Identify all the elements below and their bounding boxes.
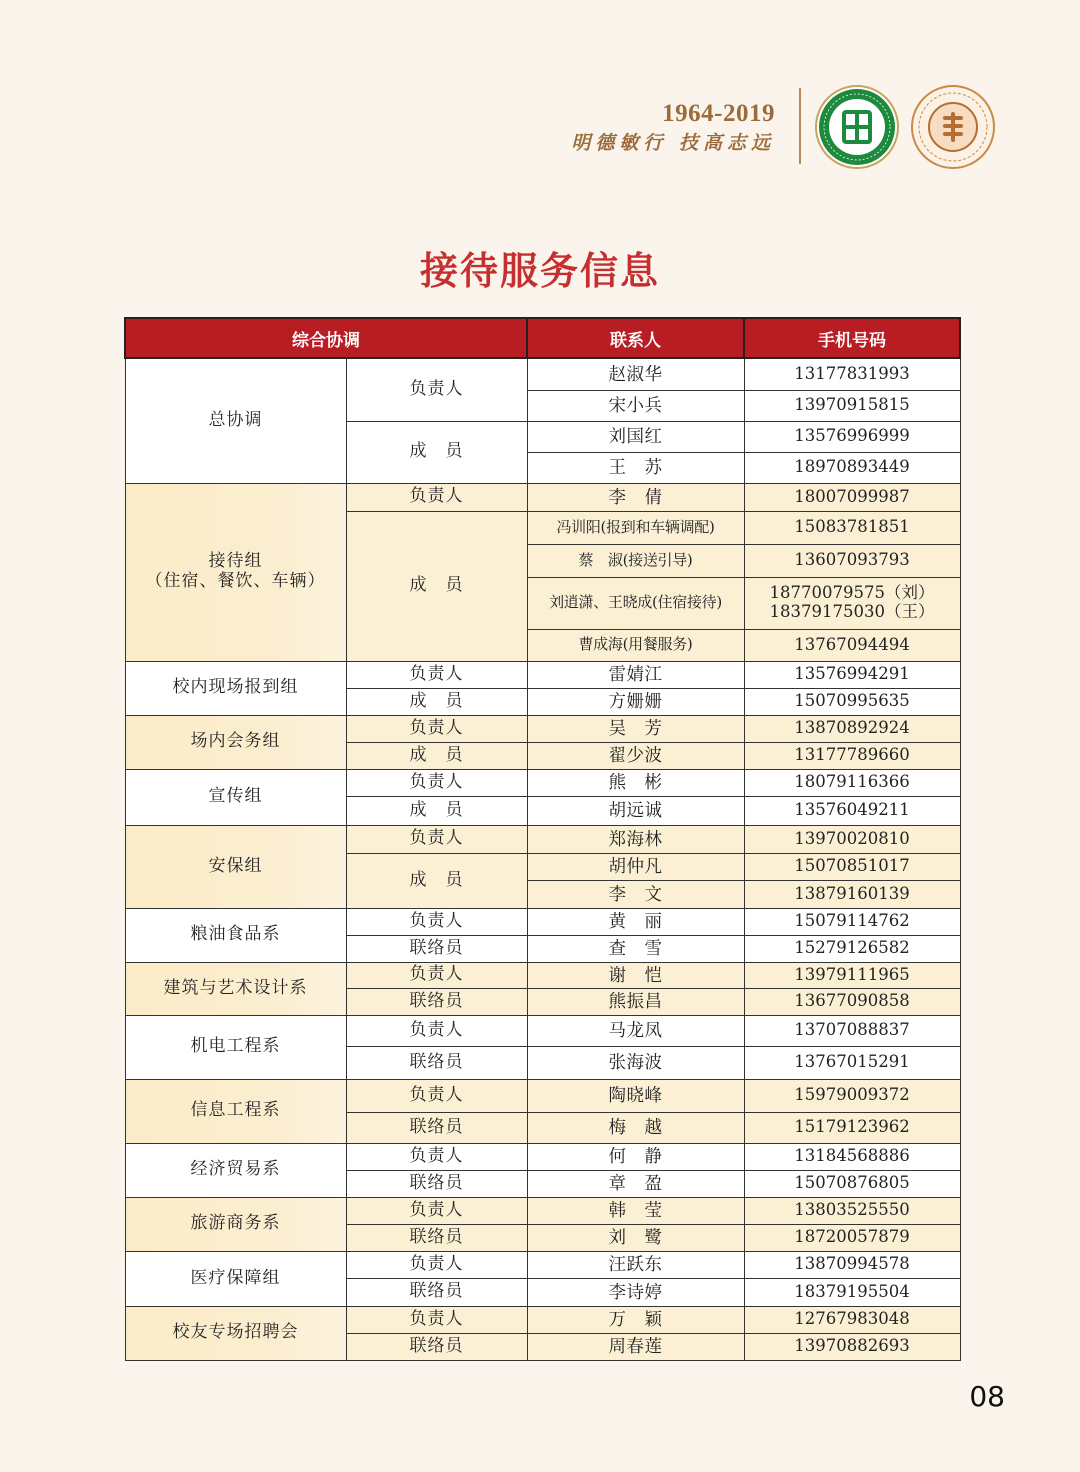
role-label: 联络员 [346, 1224, 527, 1251]
contact-name: 查 雪 [527, 935, 744, 962]
phone-number: 13870994578 [744, 1251, 960, 1278]
table-row [125, 358, 960, 390]
role-label: 负责人 [346, 358, 527, 421]
table-row [125, 1079, 960, 1112]
contact-name: 韩 莹 [527, 1197, 744, 1224]
role-label: 成 员 [346, 511, 527, 661]
role-label: 负责人 [346, 483, 527, 511]
role-label: 联络员 [346, 1278, 527, 1306]
contact-name: 王 苏 [527, 452, 744, 483]
group-name: 宣传组 [125, 769, 346, 825]
group-mechatronics [125, 1015, 960, 1079]
table-row [125, 661, 960, 688]
school-motto: 明德敏行 技高志远 [571, 132, 775, 154]
role-label: 负责人 [346, 1306, 527, 1333]
phone-number: 15979009372 [744, 1079, 960, 1112]
role-label: 负责人 [346, 661, 527, 688]
group-name-line2: （住宿、餐饮、车辆） [145, 571, 326, 591]
phone-number: 13979111965 [744, 962, 960, 988]
school-emblem-green-icon [814, 84, 900, 170]
group-name-line1: 接待组 [208, 551, 263, 572]
contact-name: 何 静 [527, 1143, 744, 1170]
phone-number: 13970915815 [744, 390, 960, 421]
phone-number: 13707088837 [744, 1015, 960, 1046]
phone-number [744, 577, 960, 629]
group-name: 信息工程系 [125, 1079, 346, 1143]
table-row [125, 715, 960, 742]
contact-name: 章 盈 [527, 1170, 744, 1197]
phone-number: 13576996999 [744, 421, 960, 452]
group-general [125, 358, 960, 483]
contact-name: 陶晓峰 [527, 1079, 744, 1112]
role-label: 负责人 [346, 825, 527, 853]
contact-name: 周春莲 [527, 1333, 744, 1360]
phone-number: 18379195504 [744, 1278, 960, 1306]
contact-name: 张海波 [527, 1046, 744, 1079]
phone-number: 18079116366 [744, 769, 960, 796]
phone-number-line2: 18379175030（王） [769, 602, 935, 621]
group-conference-affairs [125, 715, 960, 769]
phone-number: 18007099987 [744, 483, 960, 511]
phone-number: 13970020810 [744, 825, 960, 853]
group-name: 旅游商务系 [125, 1197, 346, 1251]
role-label: 联络员 [346, 935, 527, 962]
group-name [125, 483, 346, 661]
phone-number: 13607093793 [744, 544, 960, 577]
table-row [125, 1197, 960, 1224]
phone-number: 12767983048 [744, 1306, 960, 1333]
phone-number: 13576049211 [744, 796, 960, 825]
contact-name: 胡仲凡 [527, 853, 744, 880]
group-name: 校内现场报到组 [125, 661, 346, 715]
page-header [0, 0, 1080, 200]
role-label: 负责人 [346, 715, 527, 742]
group-grain-oil-food [125, 908, 960, 962]
contact-name: 李 倩 [527, 483, 744, 511]
role-label: 负责人 [346, 1143, 527, 1170]
role-label: 负责人 [346, 1197, 527, 1224]
contact-name: 胡远诚 [527, 796, 744, 825]
table-row [125, 769, 960, 796]
contact-name: 黄 丽 [527, 908, 744, 935]
anniversary-emblem-gold-icon [910, 84, 996, 170]
group-name: 场内会务组 [125, 715, 346, 769]
anniversary-years: 1964-2019 [662, 100, 775, 127]
group-security [125, 825, 960, 908]
group-reception [125, 483, 960, 661]
group-name: 建筑与艺术设计系 [125, 962, 346, 1015]
phone-number: 15179123962 [744, 1112, 960, 1143]
contact-name: 马龙凤 [527, 1015, 744, 1046]
table-row [125, 908, 960, 935]
phone-number: 15079114762 [744, 908, 960, 935]
group-name: 机电工程系 [125, 1015, 346, 1079]
table-row [125, 825, 960, 853]
group-information-engineering [125, 1079, 960, 1143]
role-label: 成 员 [346, 421, 527, 483]
contact-name: 刘 鹭 [527, 1224, 744, 1251]
role-label: 负责人 [346, 1079, 527, 1112]
contact-name: 李 文 [527, 880, 744, 908]
role-label: 成 员 [346, 688, 527, 715]
role-label: 成 员 [346, 853, 527, 908]
contact-name: 蔡 淑(接送引导) [527, 544, 744, 577]
role-label: 负责人 [346, 962, 527, 988]
contact-name: 汪跃东 [527, 1251, 744, 1278]
group-medical-support [125, 1251, 960, 1306]
header-phone: 手机号码 [744, 318, 960, 358]
contact-name: 冯训阳(报到和车辆调配) [527, 511, 744, 544]
header-coordination: 综合协调 [125, 318, 527, 358]
phone-number: 13970882693 [744, 1333, 960, 1360]
group-name: 粮油食品系 [125, 908, 346, 962]
group-name: 校友专场招聘会 [125, 1306, 346, 1360]
table-row [125, 483, 960, 511]
contact-name: 梅 越 [527, 1112, 744, 1143]
phone-number: 13767015291 [744, 1046, 960, 1079]
header-contact: 联系人 [527, 318, 744, 358]
phone-number: 13803525550 [744, 1197, 960, 1224]
group-architecture-art [125, 962, 960, 1015]
group-name: 安保组 [125, 825, 346, 908]
phone-number: 13576994291 [744, 661, 960, 688]
role-label: 联络员 [346, 1046, 527, 1079]
contact-name: 赵淑华 [527, 358, 744, 390]
phone-number: 15083781851 [744, 511, 960, 544]
contact-name: 刘国红 [527, 421, 744, 452]
page-number: 08 [969, 1380, 1005, 1413]
phone-number: 13870892924 [744, 715, 960, 742]
contact-name: 熊 彬 [527, 769, 744, 796]
contact-name: 翟少波 [527, 742, 744, 769]
table-header-row [125, 318, 960, 358]
contact-name: 熊振昌 [527, 988, 744, 1015]
phone-number-line1: 18770079575（刘） [769, 583, 935, 603]
contact-name: 郑海林 [527, 825, 744, 853]
role-label: 成 员 [346, 742, 527, 769]
role-label: 负责人 [346, 908, 527, 935]
contact-name: 刘逍潇、王晓成(住宿接待) [527, 577, 744, 629]
role-label: 负责人 [346, 1251, 527, 1278]
phone-number: 18720057879 [744, 1224, 960, 1251]
group-onsite-registration [125, 661, 960, 715]
contact-name: 吴 芳 [527, 715, 744, 742]
phone-number: 15070851017 [744, 853, 960, 880]
role-label: 负责人 [346, 769, 527, 796]
table-row [125, 1015, 960, 1046]
contact-name: 曹成海(用餐服务) [527, 629, 744, 661]
role-label: 联络员 [346, 988, 527, 1015]
contact-name: 万 颖 [527, 1306, 744, 1333]
reception-info-table [124, 317, 961, 1361]
table-row [125, 1143, 960, 1170]
group-name: 总协调 [125, 358, 346, 483]
group-name: 医疗保障组 [125, 1251, 346, 1306]
table-row [125, 962, 960, 988]
contact-name: 雷婧江 [527, 661, 744, 688]
role-label: 联络员 [346, 1112, 527, 1143]
group-publicity [125, 769, 960, 825]
table-row [125, 1251, 960, 1278]
phone-number: 13184568886 [744, 1143, 960, 1170]
role-label: 负责人 [346, 1015, 527, 1046]
phone-number: 15070995635 [744, 688, 960, 715]
role-label: 联络员 [346, 1333, 527, 1360]
contact-name: 宋小兵 [527, 390, 744, 421]
contact-name: 谢 恺 [527, 962, 744, 988]
contact-name: 李诗婷 [527, 1278, 744, 1306]
header-divider [799, 88, 801, 164]
role-label: 联络员 [346, 1170, 527, 1197]
phone-number: 13177831993 [744, 358, 960, 390]
phone-number: 13767094494 [744, 629, 960, 661]
group-name: 经济贸易系 [125, 1143, 346, 1197]
phone-number: 15279126582 [744, 935, 960, 962]
phone-number: 13879160139 [744, 880, 960, 908]
phone-number: 13177789660 [744, 742, 960, 769]
table-row [125, 1306, 960, 1333]
phone-number: 13677090858 [744, 988, 960, 1015]
page-title: 接待服务信息 [419, 249, 660, 293]
role-label: 成 员 [346, 796, 527, 825]
group-tourism-business [125, 1197, 960, 1251]
phone-number: 18970893449 [744, 452, 960, 483]
contact-name: 方姗姗 [527, 688, 744, 715]
phone-number: 15070876805 [744, 1170, 960, 1197]
group-economics-trade [125, 1143, 960, 1197]
group-alumni-job-fair [125, 1306, 960, 1360]
